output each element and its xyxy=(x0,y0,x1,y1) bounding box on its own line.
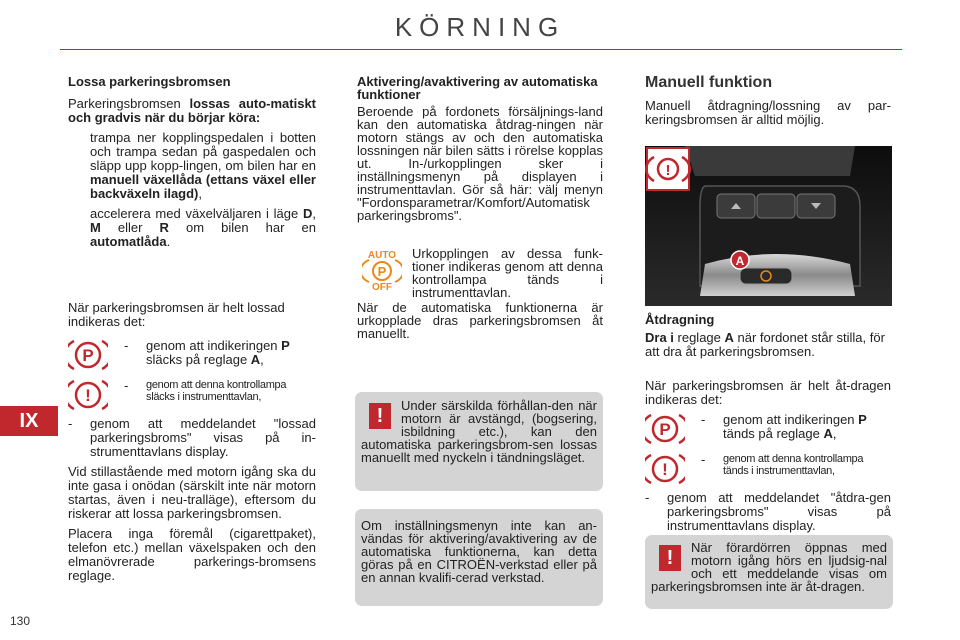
list-item: trampa ner kopplingspedalen i botten och trampa sedan på gaspedalen och släpp upp kopp-lingen, om bilen har en manuell växellåda (ettans växel eller backväxeln ilagd), xyxy=(68,131,316,201)
svg-text:!: ! xyxy=(85,386,91,405)
warning-box: ! Under särskilda förhållan-den när motorn är avstängd, (bogsering, isbildning etc.), kan den automatiska parkeringsbrom-sen lossas manuellt med nyckeln i tändningsläget. xyxy=(355,392,603,491)
info-box: Om inställningsmenyn inte kan an-vändas för aktivering/avaktivering av de automatiska funktionerna, kan detta göras på en CITROËN-verkstad eller på en annan kvalifi-cerad verkstad. xyxy=(355,509,603,606)
column-left xyxy=(68,75,316,589)
indicator-text: genom att denna kontrollampa tänds i instrumenttavlan, xyxy=(723,453,864,477)
indicator-row: P - genom att indikeringen P tänds på reglage A, xyxy=(645,411,891,449)
warning-icon: ! xyxy=(659,545,681,571)
list-item: - genom att meddelandet "åtdra-gen parkeringsbroms" visas på instrumenttavlans display. xyxy=(645,490,891,533)
header-rule xyxy=(60,49,902,50)
paragraph: När de automatiska funktionerna är urkopplade dras parkeringsbromsen åt manuellt. xyxy=(357,300,603,341)
applied-intro: När parkeringsbromsen är helt åt-dragen indikeras det: xyxy=(645,378,891,407)
paragraph: Beroende på fordonets försäljnings-land kan den automatiska åtdrag-ningen när motorn stängs av och den automatiska lossningen när bilen sätts i rörelse kopplas ut. In-/urkopplingen sker i inställningsmenyn på displayen i instrumenttavlan. Gör så här: välj menyn "Fordonsparametrar/Komfort/Automatisk parkeringsbroms". xyxy=(357,104,603,223)
page-title: KÖRNING xyxy=(394,12,566,42)
page-number: 130 xyxy=(10,614,31,628)
list-item: - genom att meddelandet "lossad parkeringsbroms" visas på in-strumenttavlans display. xyxy=(68,416,316,459)
intro-paragraph: Parkeringsbromsen lossas auto-matiskt och gradvis när du börjar köra: xyxy=(68,96,317,125)
svg-text:P: P xyxy=(377,264,387,279)
sub-heading: Åtdragning xyxy=(645,312,715,327)
svg-text:AUTO: AUTO xyxy=(367,250,397,261)
bullet-icon xyxy=(68,131,90,201)
indicator-row: ! - genom att denna kontrollampa tänds i instrumenttavlan, xyxy=(645,451,891,489)
parking-p-icon xyxy=(645,411,685,447)
released-intro: När parkeringsbromsen är helt lossad indikeras det: xyxy=(68,300,285,329)
indicator-text: genom att denna kontrollampa släcks i instrumenttavlan, xyxy=(146,379,287,403)
brake-warning-icon xyxy=(68,377,108,413)
svg-text:OFF: OFF xyxy=(372,282,392,290)
svg-text:!: ! xyxy=(665,162,671,179)
brake-warning-icon xyxy=(645,451,685,487)
indicator-text: genom att indikeringen P släcks på reglage A, xyxy=(146,338,290,367)
parking-brake-photo xyxy=(645,146,892,306)
warning-icon: ! xyxy=(369,403,391,429)
auto-off-text: Urkopplingen av dessa funk-tioner indikeras genom att denna kontrollampa tänds i instrumenttavlan. xyxy=(412,246,603,300)
parking-p-icon xyxy=(68,337,108,373)
section-heading: Aktivering/avaktivering av automatiska funktioner xyxy=(357,74,598,102)
section-heading: Lossa parkeringsbromsen xyxy=(68,74,231,89)
list-item: accelerera med växelväljaren i läge D, M eller R om bilen har en automatlåda. xyxy=(68,207,316,249)
indicator-row: ! - genom att denna kontrollampa släcks i instrumenttavlan, xyxy=(68,377,316,415)
chapter-tab: IX xyxy=(0,406,58,436)
column-middle xyxy=(357,75,603,228)
warning-box: ! När förardörren öppnas med motorn igång hörs en ljudsig-nal och ett meddelande visas om parkeringsbromsen inte är åt-dragen. xyxy=(645,535,893,609)
indicator-text: genom att indikeringen P tänds på reglage A, xyxy=(723,412,867,441)
column-right-lower xyxy=(645,313,891,539)
paragraph: Placera inga föremål (cigarettpaket), telefon etc.) mellan växelspaken och den elmanövrerade parkerings-bromsens reglage. xyxy=(68,526,316,583)
svg-text:P: P xyxy=(82,346,94,365)
paragraph: Dra i reglage A när fordonet står stilla, för att dra åt parkeringsbromsen. xyxy=(645,330,885,359)
section-heading: Manuell funktion xyxy=(645,74,773,91)
paragraph: Vid stillastående med motorn igång ska du inte gasa i onödan (särskilt inte när motorn startas, även i neu-tralläge), eftersom du riskerar att lossa parkeringsbromsen. xyxy=(68,464,316,521)
svg-text:P: P xyxy=(659,420,671,439)
indicator-row: P - genom att indikeringen P släcks på reglage A, xyxy=(68,337,316,375)
callout-label: A xyxy=(735,254,745,268)
bullet-icon xyxy=(68,207,90,249)
paragraph: Manuell åtdragning/lossning av par-keringsbromsen är alltid möjlig. xyxy=(645,98,891,127)
auto-p-off-icon xyxy=(362,248,402,290)
svg-text:!: ! xyxy=(662,460,668,479)
